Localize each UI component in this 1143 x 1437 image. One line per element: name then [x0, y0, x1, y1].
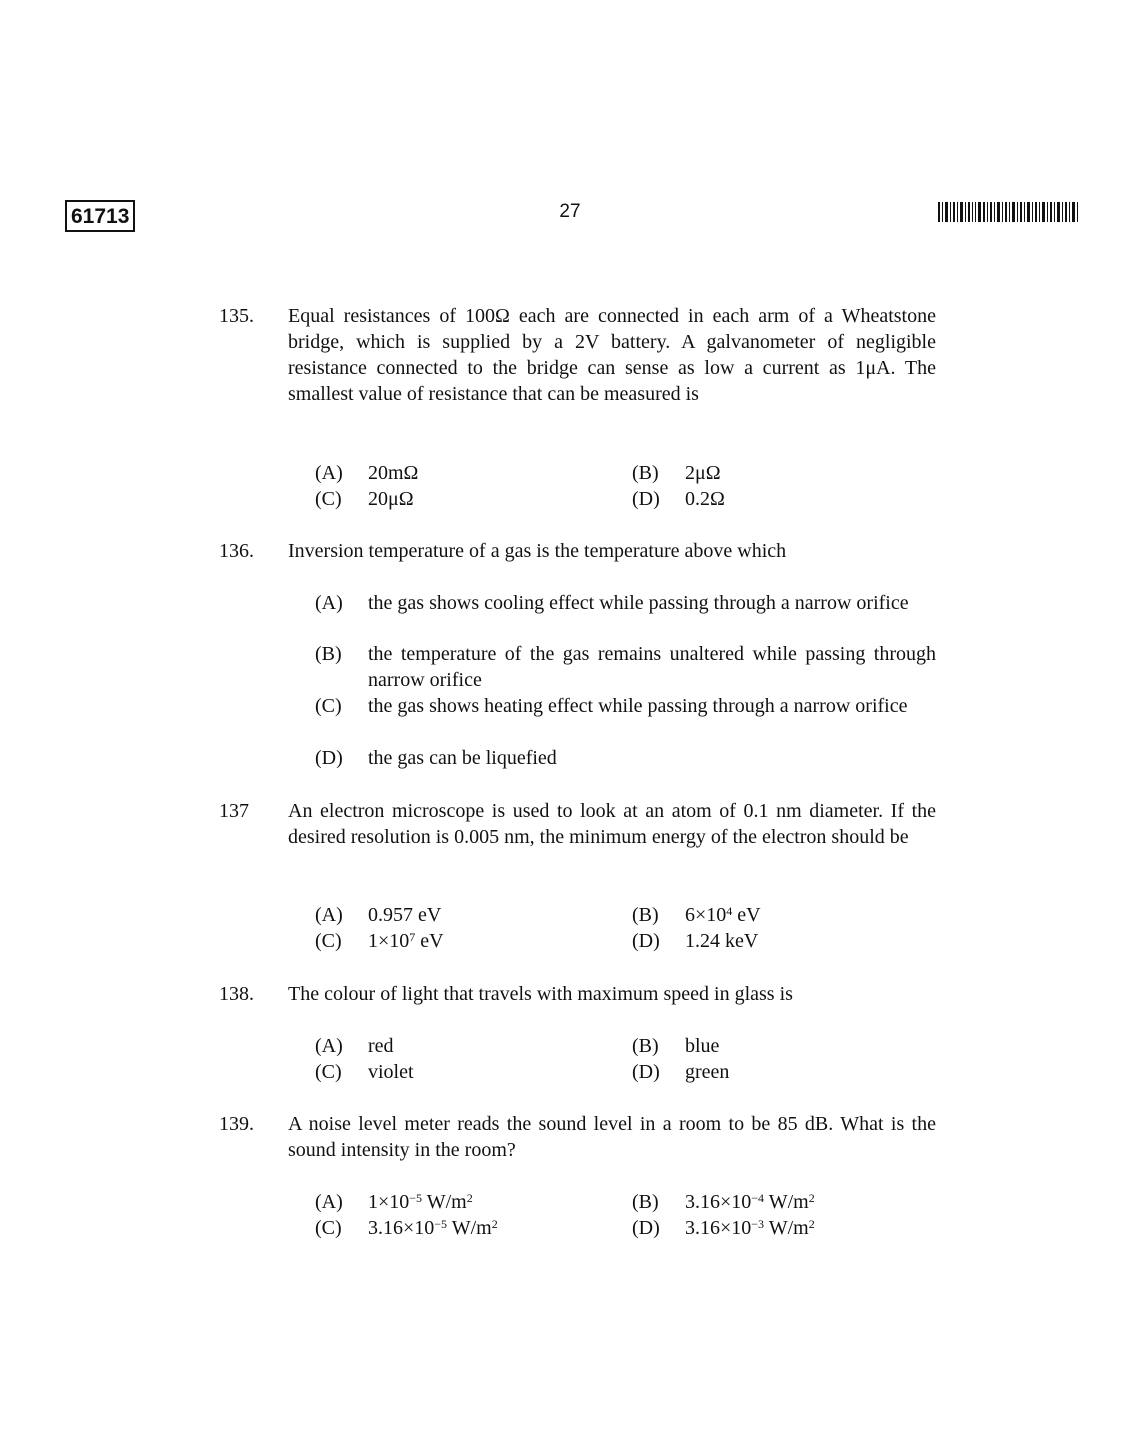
option-label: (C) [315, 695, 342, 717]
option-label: (D) [632, 1061, 660, 1083]
question-text: A noise level meter reads the sound level in a room to be 85 dB. What is the sound intensity in the room? [288, 1113, 936, 1161]
option-label: (D) [632, 488, 660, 510]
option-label: (C) [315, 1061, 342, 1083]
option-text: $1\times 10^7$ eV [368, 930, 444, 952]
option-text: 20μΩ [368, 488, 414, 510]
barcode-image [938, 202, 1078, 222]
option-label: (A) [315, 462, 343, 484]
option-label: (D) [315, 747, 343, 769]
page-code-box: 61713 [65, 200, 135, 232]
option-text: 2μΩ [685, 462, 721, 484]
question-text: Inversion temperature of a gas is the temperature above which [288, 540, 787, 562]
question-number: 135. [219, 305, 254, 327]
option-label: (A) [315, 592, 343, 614]
question-number: 136. [219, 540, 254, 562]
option-text: 0.957 eV [368, 904, 442, 926]
option-label: (A) [315, 904, 343, 926]
option-text: the gas shows cooling effect while passing through a narrow orifice [368, 592, 909, 614]
option-text: $1\times 10^{-5}$ $W/m^2$ [368, 1191, 473, 1213]
option-label: (B) [315, 643, 342, 665]
option-label: (A) [315, 1035, 343, 1057]
option-label: (A) [315, 1191, 343, 1213]
option-text: violet [368, 1061, 414, 1083]
option-label: (C) [315, 488, 342, 510]
question-number: 137 [219, 800, 249, 822]
option-label: (C) [315, 930, 342, 952]
option-text: 20mΩ [368, 462, 419, 484]
option-text: 1.24 keV [685, 930, 759, 952]
page-number: 27 [559, 201, 581, 222]
question-text: An electron microscope is used to look at an atom of 0.1 nm diameter. If the desired resolution is 0.005 nm, the minimum energy of the electron should be [288, 800, 936, 848]
option-text: the gas can be liquefied [368, 747, 557, 769]
option-text: 0.2Ω [685, 488, 725, 510]
question-number: 139. [219, 1113, 254, 1135]
option-text: the gas shows heating effect while passing through a narrow orifice [368, 695, 908, 717]
option-label: (C) [315, 1217, 342, 1239]
option-text: the temperature of the gas remains unaltered while passing through narrow orifice [368, 643, 936, 691]
question-number: 138. [219, 983, 254, 1005]
option-text: $3.16\times 10^{-5}$ $W/m^2$ [368, 1217, 498, 1239]
option-text: blue [685, 1035, 720, 1057]
question-text: The colour of light that travels with maximum speed in glass is [288, 983, 793, 1005]
option-text: green [685, 1061, 730, 1083]
option-label: (D) [632, 1217, 660, 1239]
option-label: (B) [632, 1035, 659, 1057]
option-text: $6\times 10^4$ eV [685, 904, 761, 926]
question-text: Equal resistances of 100Ω each are connected in each arm of a Wheatstone bridge, which is supplied by a 2V battery. A galvanometer of negligible resistance connected to the bridge can sense as low a current as 1μA. The smallest value of resistance that can be measured is [288, 305, 936, 405]
option-label: (D) [632, 930, 660, 952]
option-label: (B) [632, 904, 659, 926]
option-text: $3.16\times 10^{-3}$ $W/m^2$ [685, 1217, 815, 1239]
option-label: (B) [632, 462, 659, 484]
option-text: red [368, 1035, 394, 1057]
option-text: $3.16\times 10^{-4}$ $W/m^2$ [685, 1191, 815, 1213]
option-label: (B) [632, 1191, 659, 1213]
